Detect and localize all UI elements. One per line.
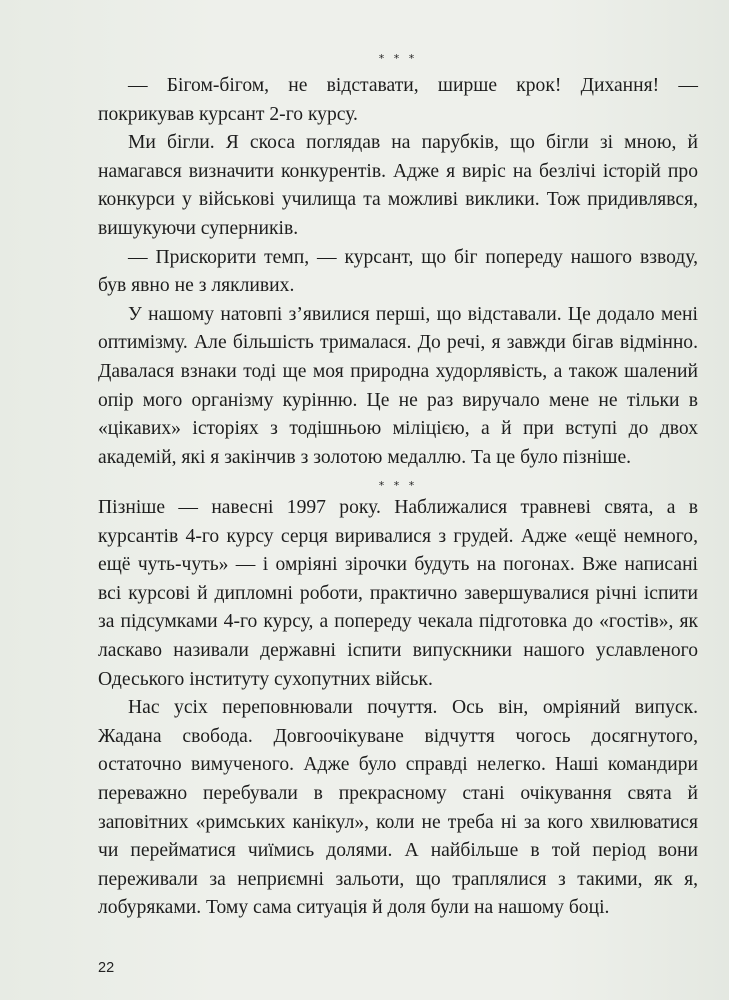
paragraph: — Бігом-бігом, не відставати, ширше крок! Дихання! — покрикував курсант 2-го курсу. [98, 75, 698, 125]
paragraph: Пізніше — навесні 1997 року. Наближалися травневі свята, а в курсантів 4-го курсу серця виривалися з грудей. Адже «ещё немного, ещё чуть-чуть» — і омріяні зірочки будуть на погонах. Вже написані всі курсові й дипломні роботи, практично завершувалися річні іспити за підсумками 4-го курсу, а попереду чекала підготовка до «гостів», як ласкаво називали державні іспити випускники нашого уславленого Одеського інституту сухопутних військ. [98, 497, 698, 690]
paragraph: Нас усіх переповнювали почуття. Ось він, омріяний випуск. Жадана свобода. Довгоочікуване відчуття чогось досягнутого, остаточно вимученого. Адже було справді нелегко. Наші командири переважно перебували в прекрасному стані очікування свята й заповітних «римських канікул», коли не треба ні за кого хвилюватися чи перейматися чиїмись долями. А найбільше в той період вони переживали за неприємні зальоти, що траплялися з такими, як я, лобуряками. Тому сама ситуація й доля були на нашому боці. [98, 697, 698, 919]
paragraph: У нашому натовпі з’явилися перші, що відставали. Це додало мені оптимізму. Але більшість трималася. До речі, я завжди бігав відмінно. Давалася взнаки тоді ще моя природна худорлявість, а також шалений опір мого організму курінню. Це не раз виручало мене не тільки в «цікавих» історіях з тодішньою міліцією, а й при вступі до двох академій, які я закінчив з золотою медаллю. Та це було пізніше. [98, 303, 698, 468]
section-separator: * * * [378, 52, 418, 65]
page-number: 22 [98, 960, 115, 976]
text-section-one [98, 72, 698, 472]
paragraph: Ми бігли. Я скоса поглядав на парубків, що бігли зі мною, й намагався визначити конкурентів. Адже я виріс на безлічі історій про конкурси у військові училища та можливі виклики. Тож придивлявся, вишукуючи суперників. [98, 132, 698, 239]
section-separator: * * * [378, 479, 418, 492]
text-section-two [98, 494, 698, 923]
paragraph: — Прискорити темп, — курсант, що біг попереду нашого взводу, був явно не з лякливих. [98, 246, 698, 297]
